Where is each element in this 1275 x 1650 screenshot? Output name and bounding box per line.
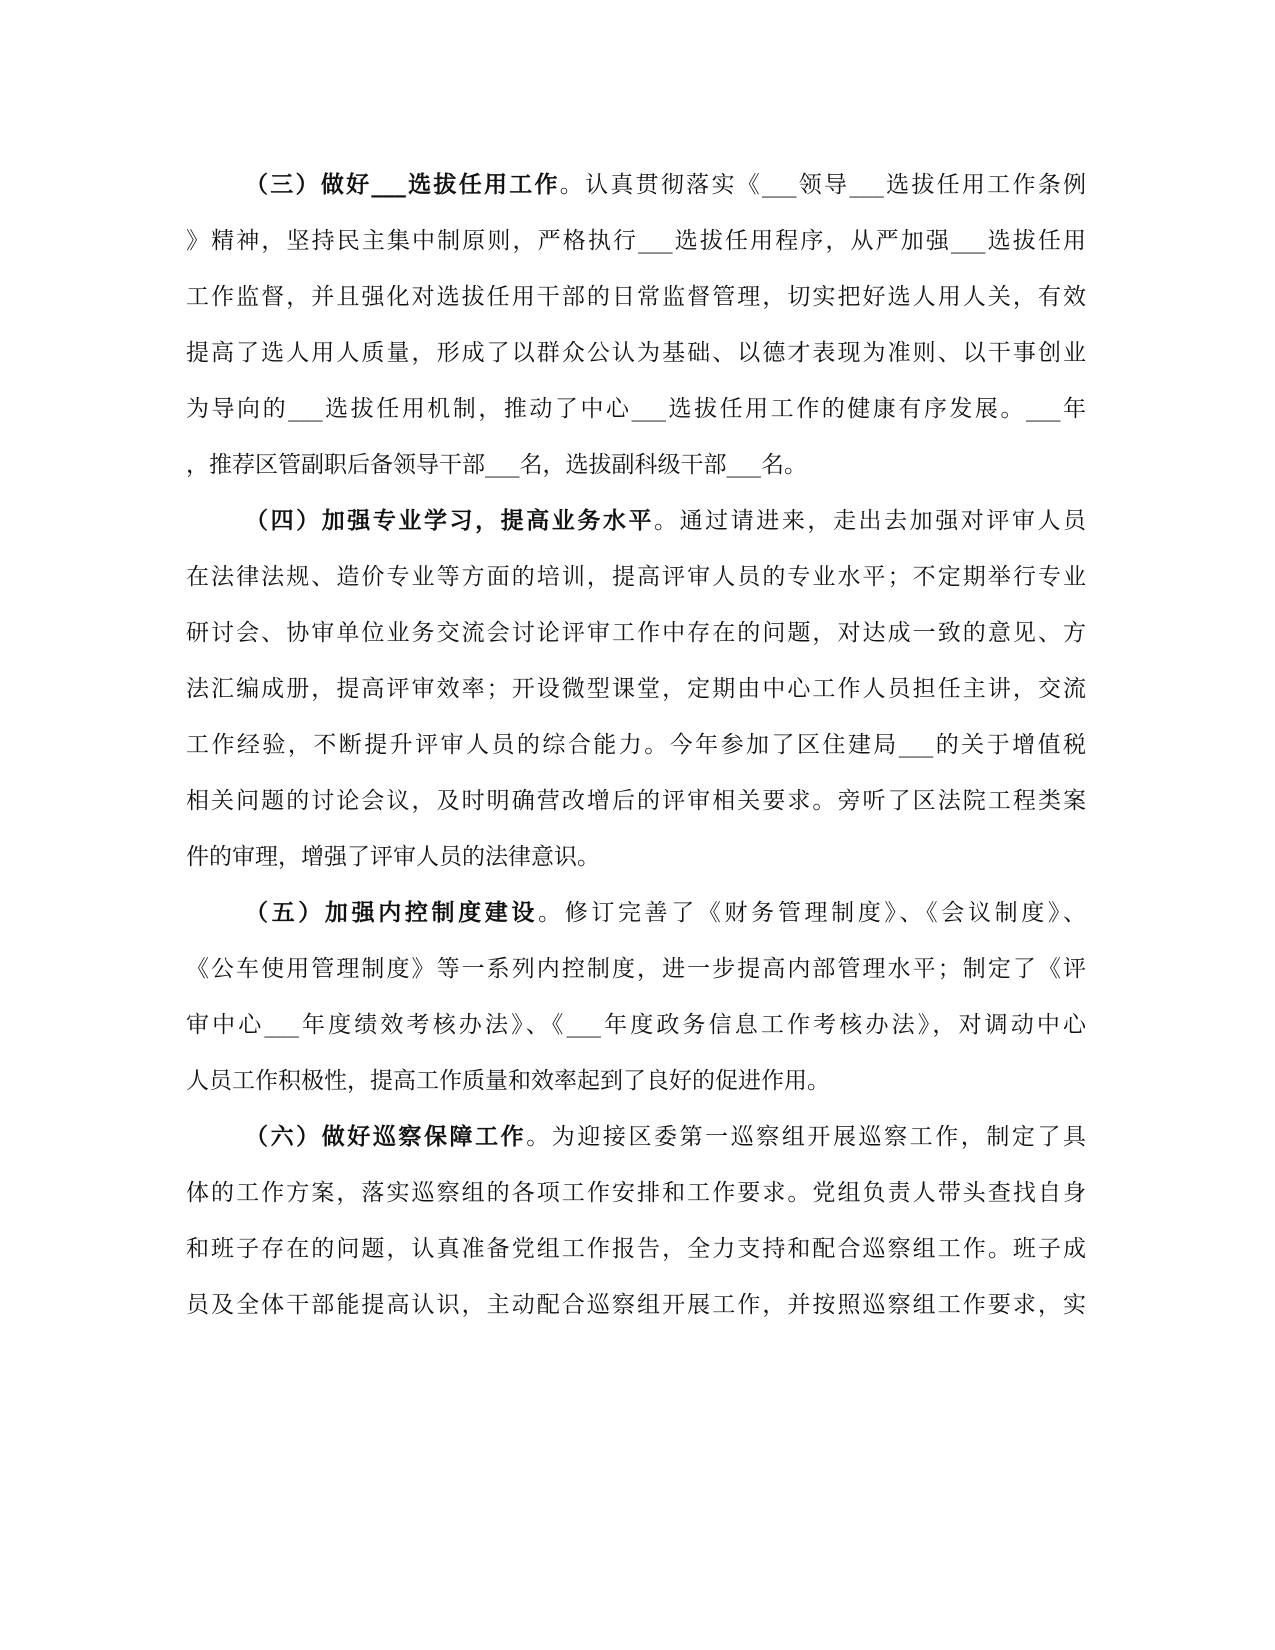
section-heading: （三）做好___选拔任用工作 (245, 171, 560, 198)
paragraph-text: 。认真贯彻落实《___领导___选拔任用工作条例 (559, 172, 1086, 198)
paragraph-line (245, 165, 1086, 205)
paragraph-text: 。修订完善了《财务管理制度》、《会议制度》、 (538, 900, 1086, 926)
section-heading: （四）加强专业学习，提高业务水平 (245, 507, 654, 534)
paragraph-line: 工作经验，不断提升评审人员的综合能力。今年参加了区住建局___的关于增值税 (186, 732, 1086, 758)
paragraph-line (245, 501, 1086, 541)
paragraph-line: 》精神，坚持民主集中制原则，严格执行___选拔任用程序，从严加强___选拔任用 (186, 228, 1086, 254)
paragraph-line: 员及全体干部能提高认识，主动配合巡察组开展工作，并按照巡察组工作要求，实 (186, 1292, 1086, 1318)
paragraph-line: 人员工作积极性，提高工作质量和效率起到了良好的促进作用。 (186, 1068, 830, 1094)
paragraph-line: 提高了选人用人质量，形成了以群众公认为基础、以德才表现为准则、以干事创业 (186, 340, 1086, 366)
paragraph-line: 相关问题的讨论会议，及时明确营改增后的评审相关要求。旁听了区法院工程类案 (186, 788, 1086, 814)
paragraph-line: 工作监督，并且强化对选拔任用干部的日常监督管理，切实把好选人用人关，有效 (186, 284, 1086, 310)
paragraph-line: 体的工作方案，落实巡察组的各项工作安排和工作要求。党组负责人带头查找自身 (186, 1180, 1086, 1206)
paragraph-line: ，推荐区管副职后备领导干部___名，选拔副科级干部___名。 (186, 452, 807, 478)
paragraph-line (245, 893, 1086, 933)
paragraph-text: 。为迎接区委第一巡察组开展巡察工作，制定了具 (526, 1124, 1086, 1150)
paragraph-line: 《公车使用管理制度》等一系列内控制度，进一步提高内部管理水平；制定了《评 (186, 956, 1086, 982)
section-heading: （五）加强内控制度建设 (245, 899, 539, 926)
paragraph-line: 法汇编成册，提高评审效率；开设微型课堂，定期由中心工作人员担任主讲，交流 (186, 676, 1086, 702)
paragraph-line: 在法律法规、造价专业等方面的培训，提高评审人员的专业水平；不定期举行专业 (186, 564, 1086, 590)
paragraph-text: 。通过请进来，走出去加强对评审人员 (654, 508, 1086, 534)
paragraph-line (245, 1117, 1086, 1157)
paragraph-line: 和班子存在的问题，认真准备党组工作报告，全力支持和配合巡察组工作。班子成 (186, 1236, 1086, 1262)
section-heading: （六）做好巡察保障工作 (245, 1123, 527, 1150)
paragraph-line: 件的审理，增强了评审人员的法律意识。 (186, 844, 600, 870)
paragraph-line: 审中心___年度绩效考核办法》、《___年度政务信息工作考核办法》，对调动中心 (186, 1012, 1086, 1038)
paragraph-line: 为导向的___选拔任用机制，推动了中心___选拔任用工作的健康有序发展。___年 (186, 396, 1086, 422)
paragraph-line: 研讨会、协审单位业务交流会讨论评审工作中存在的问题，对达成一致的意见、方 (186, 620, 1086, 646)
